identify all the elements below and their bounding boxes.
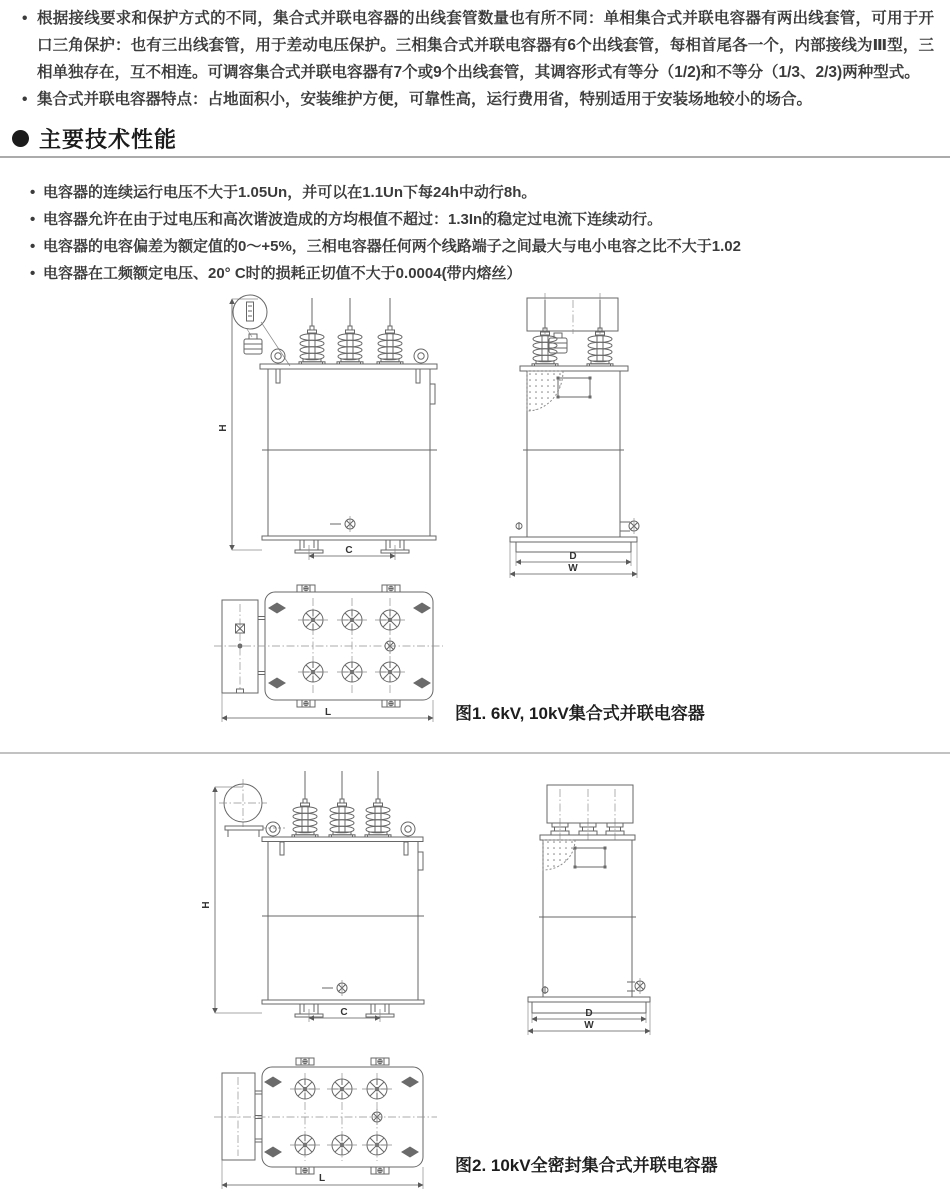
fig2-dim-d: D: [585, 1008, 593, 1019]
fig1-dim-w: W: [568, 563, 578, 574]
bushing-top-icon: [327, 1079, 357, 1099]
mount-tab-icon: [382, 700, 400, 707]
bullet-text: 集合式并联电容器特点：占地面积小，安装维护方便，可靠性高，运行费用省，特别适用于安装场地较小的场合。: [37, 91, 813, 108]
bushing-icon: [377, 298, 403, 365]
figure2-side-view: [528, 785, 650, 1035]
bushing-top-icon: [337, 610, 367, 630]
diamond-marker-icon: [401, 1077, 419, 1088]
spec-text: 电容器允许在由于过电压和高次谐波造成的方均根值不超过：1.3In的稳定过电流下连续动行。: [43, 211, 663, 228]
bushing-icon: [337, 298, 363, 365]
bushing-top-icon: [362, 1135, 392, 1155]
bushing-top-icon: [298, 610, 328, 630]
diamond-marker-icon: [264, 1077, 282, 1088]
figure2-top-view: [214, 1058, 437, 1189]
side-valve-icon: [635, 978, 645, 994]
fig2-dim-w: W: [584, 1020, 594, 1031]
mount-tab-icon: [371, 1167, 389, 1174]
figure1-top-view: [214, 585, 443, 722]
fig1-dim-c: C: [345, 545, 353, 556]
lifting-eye-icon: [271, 349, 285, 363]
section-divider: [0, 752, 950, 754]
fig1-dim-h: H: [218, 424, 229, 432]
spec-text: 电容器的连续运行电压不大于1.05Un，并可以在1.1Un下每24h中动行8h。: [43, 184, 537, 201]
drain-valve-icon: [337, 980, 347, 996]
bushing-top-icon: [375, 610, 405, 630]
bushing-top-icon: [362, 1079, 392, 1099]
fig1-dim-d: D: [569, 551, 577, 562]
figure2-drawing: [201, 771, 650, 1189]
bushing-top-icon: [337, 662, 367, 682]
spec-text: 电容器在工频额定电压、20° C时的损耗正切值不大于0.0004(带内熔丝）: [43, 265, 522, 282]
nameplate: [558, 378, 590, 397]
bushing-top-icon: [327, 1135, 357, 1155]
diamond-marker-icon: [264, 1147, 282, 1158]
bushing-icon: [292, 771, 318, 838]
diamond-marker-icon: [413, 603, 431, 614]
bushing-top-icon: [375, 662, 405, 682]
nameplate: [575, 848, 605, 867]
figure1-caption: 图1. 6kV, 10kV集合式并联电容器: [455, 704, 705, 723]
fig2-dim-h: H: [201, 901, 212, 909]
figure1-drawing: [214, 293, 639, 722]
mount-tab-icon: [296, 1167, 314, 1174]
diamond-marker-icon: [268, 603, 286, 614]
mount-tab-icon: [371, 1058, 389, 1065]
mount-tab-icon: [297, 585, 315, 592]
figure1-side-view: [510, 293, 639, 578]
bushing-top-icon: [298, 662, 328, 682]
fig1-dim-l: L: [324, 707, 332, 718]
lifting-eye-icon: [401, 822, 415, 836]
diamond-marker-icon: [268, 678, 286, 689]
figure2-caption: 图2. 10kV全密封集合式并联电容器: [455, 1156, 718, 1175]
bushing-icon: [299, 298, 325, 365]
mount-tab-icon: [297, 700, 315, 707]
bushing-top-icon: [290, 1135, 320, 1155]
bushing-top-icon: [290, 1079, 320, 1099]
section-title: 主要技术性能: [39, 127, 178, 152]
fig2-dim-l: L: [318, 1173, 326, 1184]
drain-valve-icon: [345, 516, 355, 532]
side-valve-icon: [629, 518, 639, 534]
bullet-text: 根据接线要求和保护方式的不同，集合式并联电容器的出线套管数量也有所不同：单相集合式并联电容器有两出线套管，可用于开口三角保护：也有三出线套管，用于差动电压保护。三相集合式并联电容器有6个出线套管，每相首尾各一个，内部接线为Ⅲ型，三相单独存在，互不相连。可调容集合式并联电容器有7个或9个出线套管，其调容形式有等分（1/2)和不等分（1/3、2/3)两种型式。: [37, 10, 934, 81]
diamond-marker-icon: [413, 678, 431, 689]
mount-tab-icon: [296, 1058, 314, 1065]
figure2-front-view: [201, 771, 424, 1022]
figure1-front-view: [218, 295, 437, 560]
fig2-dim-c: C: [340, 1007, 348, 1018]
bushing-icon: [329, 771, 355, 838]
diamond-marker-icon: [401, 1147, 419, 1158]
spec-text: 电容器的电容偏差为额定值的0～+5%，三相电容器任何两个线路端子之间最大与电小电容之比不大于1.02: [43, 238, 741, 255]
lifting-eye-icon: [414, 349, 428, 363]
lifting-eye-icon: [266, 822, 280, 836]
bushing-icon: [365, 771, 391, 838]
mount-tab-icon: [382, 585, 400, 592]
